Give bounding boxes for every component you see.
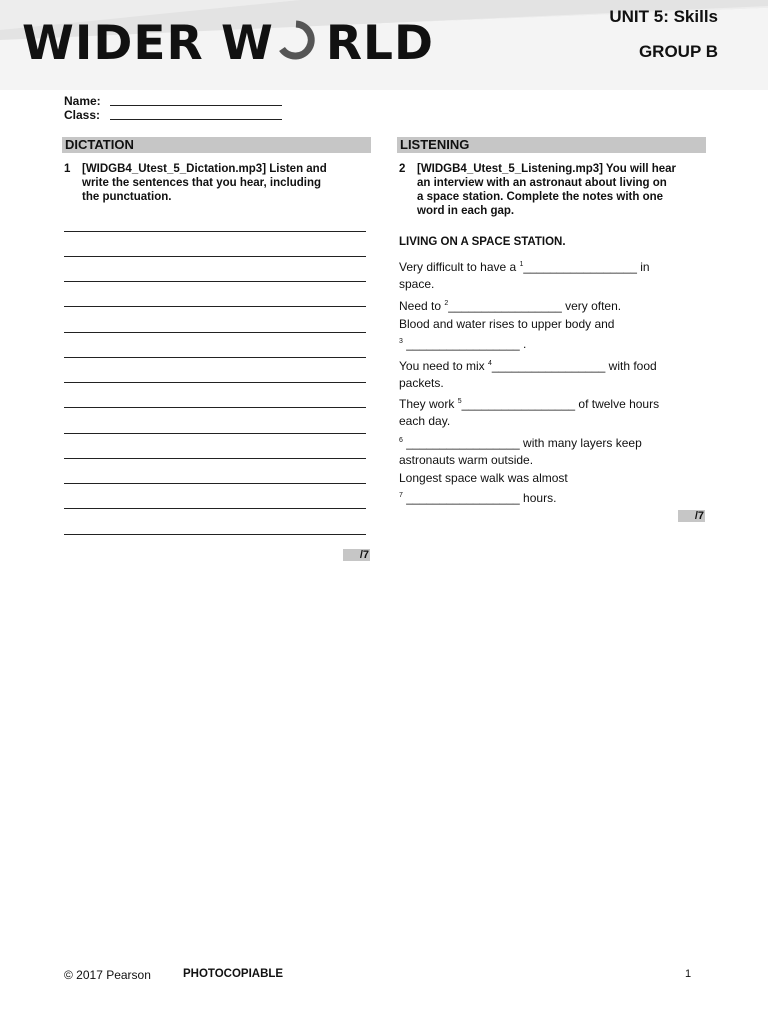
note-item-6: [399, 432, 709, 469]
writing-line[interactable]: [64, 407, 366, 408]
note-text: in: [636, 260, 650, 274]
note-text: of twelve hours: [575, 397, 660, 411]
note-text: They work: [399, 397, 458, 411]
note-text: You need to mix: [399, 359, 488, 373]
note-text: Very difficult to have a: [399, 260, 520, 274]
gap-number: 1: [519, 261, 524, 268]
note-text: very often.: [561, 299, 622, 313]
writing-line[interactable]: [64, 382, 366, 383]
dictation-instruction-line: the punctuation.: [82, 191, 172, 203]
note-text: .: [519, 337, 527, 351]
note-text: astronauts warm outside.: [399, 453, 534, 467]
note-text: space.: [399, 277, 435, 291]
note-item-1: [399, 256, 709, 293]
gap-number: 5: [457, 398, 462, 405]
group-title: GROUP B: [638, 42, 718, 61]
note-text: with many layers keep: [519, 436, 642, 450]
dictation-instruction-line: write the sentences that you hear, including: [82, 177, 321, 189]
note-text: with food: [605, 359, 657, 373]
note-text: packets.: [399, 376, 444, 390]
logo-text-part1: WIDER W: [22, 16, 274, 71]
dictation-instruction: [64, 162, 364, 206]
logo-o-ring-icon: [274, 22, 326, 62]
wider-world-logo: [22, 14, 434, 74]
class-field[interactable]: [64, 108, 100, 122]
class-line[interactable]: [110, 119, 282, 120]
gap-blank[interactable]: _________________: [491, 359, 606, 373]
gap-blank[interactable]: _________________: [406, 436, 520, 450]
writing-line[interactable]: [64, 357, 366, 358]
copyright-text: © 2017 Pearson: [64, 968, 151, 982]
note-item-4: [399, 355, 709, 392]
gap-number: 4: [487, 360, 492, 367]
dictation-number: 1: [64, 163, 71, 175]
note-item-2: [399, 295, 709, 315]
listening-number: 2: [399, 163, 406, 175]
note-item-3: [399, 316, 709, 353]
note-item-7: [399, 470, 709, 507]
writing-line[interactable]: [64, 256, 366, 257]
listening-instruction-text: [417, 162, 676, 218]
writing-line[interactable]: [64, 483, 366, 484]
gap-blank[interactable]: _________________: [448, 299, 562, 313]
notes-title: LIVING ON A SPACE STATION.: [399, 236, 566, 248]
dictation-instruction-text: [82, 162, 327, 204]
dictation-instruction-line: [WIDGB4_Utest_5_Dictation.mp3] Listen and: [82, 163, 327, 175]
gap-number: 3: [399, 338, 403, 345]
page-number: 1: [685, 968, 692, 980]
gap-blank[interactable]: _________________: [461, 397, 576, 411]
class-label: Class:: [64, 108, 101, 122]
note-text: each day.: [399, 414, 451, 428]
name-field[interactable]: [64, 94, 101, 108]
writing-line[interactable]: [64, 534, 366, 535]
logo-text-part2: RLD: [325, 16, 435, 71]
listening-instruction: [399, 162, 709, 220]
gap-blank[interactable]: _________________: [523, 260, 637, 274]
photocopiable-label: PHOTOCOPIABLE: [183, 968, 284, 980]
writing-line[interactable]: [64, 332, 366, 333]
gap-number: 7: [399, 492, 403, 499]
writing-line[interactable]: [64, 231, 366, 232]
gap-number: 6: [399, 437, 403, 444]
note-item-5: [399, 393, 709, 430]
listening-instruction-line: a space station. Complete the notes with one: [417, 191, 664, 203]
unit-title: UNIT 5: Skills: [609, 7, 718, 26]
gap-blank[interactable]: _________________: [406, 337, 520, 351]
writing-line[interactable]: [64, 306, 366, 307]
note-text: Need to: [399, 299, 445, 313]
name-label: Name:: [64, 94, 101, 108]
writing-line[interactable]: [64, 433, 366, 434]
gap-blank[interactable]: _________________: [406, 491, 520, 505]
listening-instruction-line: [WIDGB4_Utest_5_Listening.mp3] You will hear: [417, 163, 677, 175]
listening-instruction-line: word in each gap.: [417, 205, 515, 217]
note-text: Blood and water rises to upper body and: [399, 317, 615, 331]
dictation-heading: DICTATION: [62, 137, 371, 153]
note-text: Longest space walk was almost: [399, 471, 568, 485]
writing-line[interactable]: [64, 281, 366, 282]
note-text: hours.: [519, 491, 557, 505]
name-line[interactable]: [110, 105, 282, 106]
dictation-score-box: /7: [343, 549, 370, 561]
writing-line[interactable]: [64, 458, 366, 459]
listening-heading: LISTENING: [397, 137, 706, 153]
listening-score-box: /7: [678, 510, 705, 522]
gap-number: 2: [444, 300, 449, 307]
writing-line[interactable]: [64, 508, 366, 509]
listening-instruction-line: an interview with an astronaut about living on: [417, 177, 667, 189]
